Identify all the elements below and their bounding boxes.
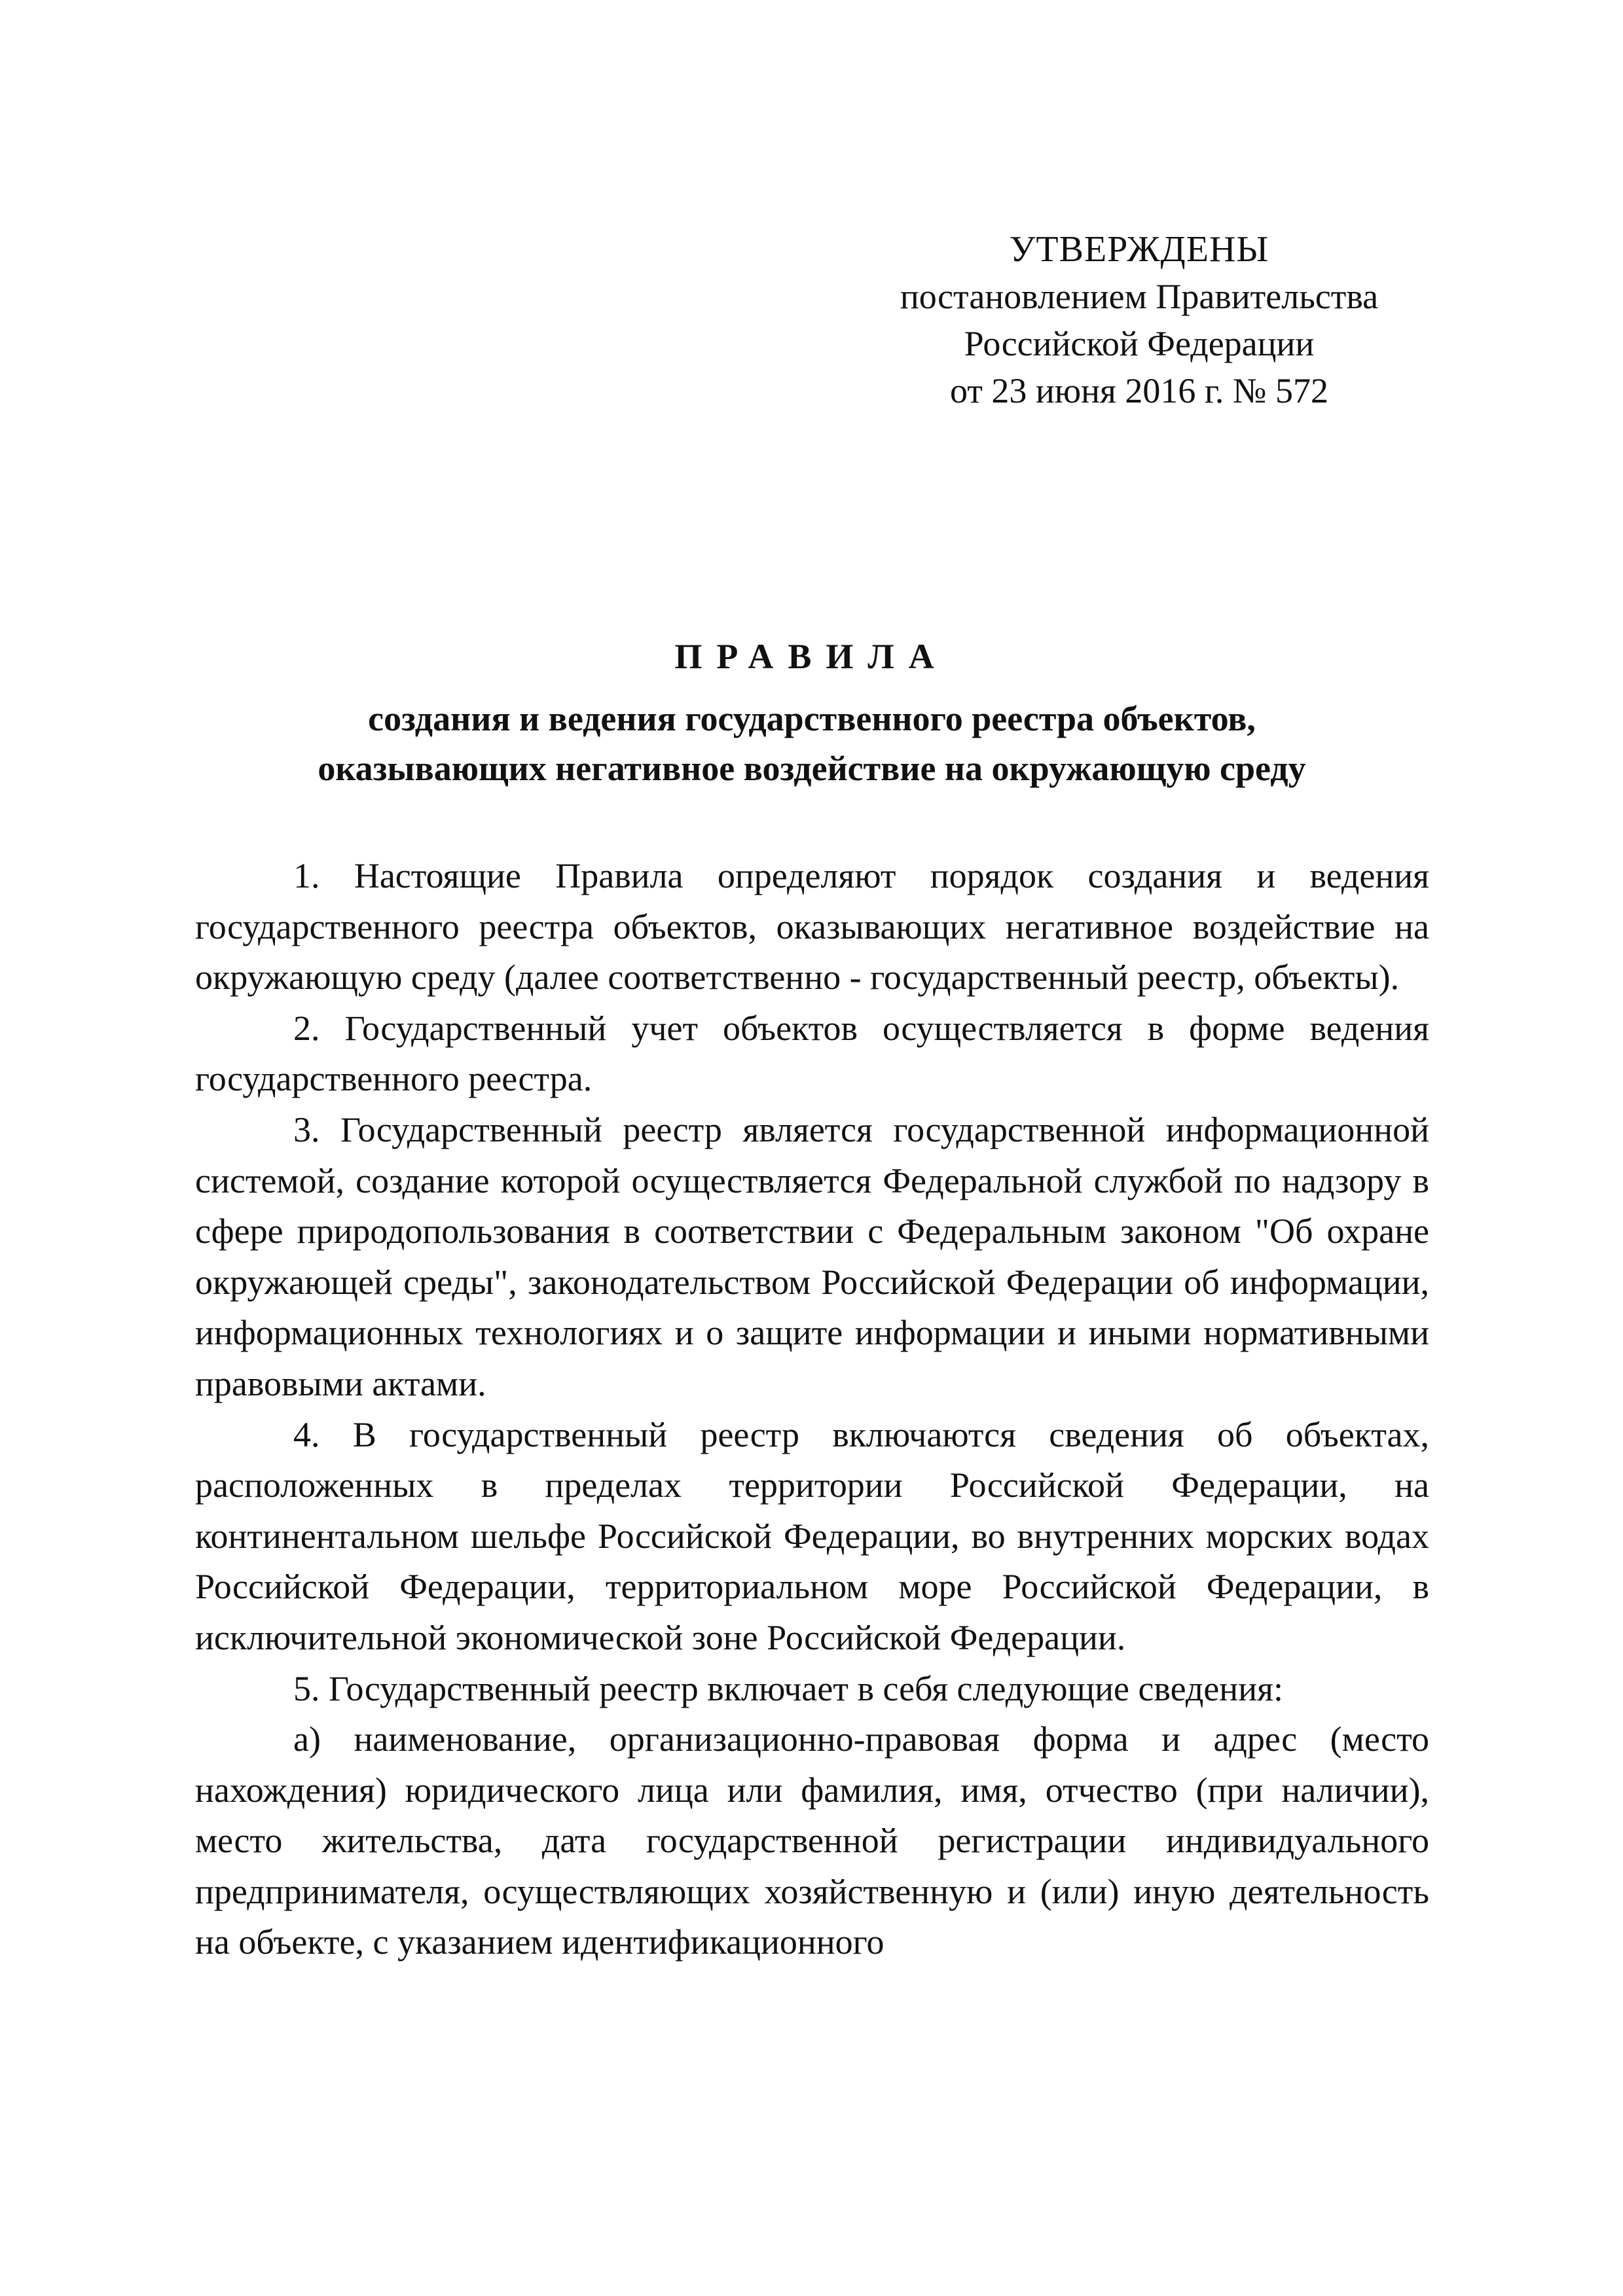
document-subtitle-line-2: оказывающих негативное воздействие на окружающую среду xyxy=(318,749,1306,788)
approval-date-number-line: от 23 июня 2016 г. № 572 xyxy=(950,371,1328,410)
approval-heading: УТВЕРЖДЕНЫ xyxy=(1009,229,1269,270)
paragraph-5a: а) наименование, организационно-правовая форма и адрес (место нахождения) юридического лица или фамилия, имя, отчество (при наличии), место жительства, дата государственной регистрации индивидуального предпринимателя, осуществляющих хозяйственную и (или) иную деятельность на объекте, с указанием идентификационного xyxy=(195,1719,1429,1962)
document-title: ПРАВИЛА xyxy=(674,637,949,676)
paragraph-3: 3. Государственный реестр является государственной информационной системой, создание которой осуществляется Федеральной службой по надзору в сфере природопользования в соответствии с Федеральным законом "Об охране окружающей среды", законодательством Российской Федерации об информации, информационных технологиях и о защите информации и иными нормативными правовыми актами. xyxy=(195,1109,1429,1403)
paragraph-5: 5. Государственный реестр включает в себя следующие сведения: xyxy=(293,1668,1283,1708)
paragraph-1: 1. Настоящие Правила определяют порядок создания и ведения государственного реестра объектов, оказывающих негативное воздействие на окружающую среду (далее соответственно - государственный реестр, объекты). xyxy=(195,856,1429,997)
approval-country-line: Российской Федерации xyxy=(964,324,1315,363)
paragraph-2: 2. Государственный учет объектов осуществляется в форме ведения государственного реестра. xyxy=(195,1008,1429,1099)
paragraph-4: 4. В государственный реестр включаются сведения об объектах, расположенных в пределах территории Российской Федерации, на континентальном шельфе Российской Федерации, во внутренних морских водах Российской Федерации, территориальном море Российской Федерации, в исключительной экономической зоне Российской Федерации. xyxy=(195,1414,1429,1657)
document-body xyxy=(195,851,1429,1968)
document-subtitle xyxy=(196,694,1427,793)
document-subtitle-line-1: создания и ведения государственного реестра объектов, xyxy=(368,699,1256,738)
approval-block xyxy=(845,226,1434,414)
approval-decree-line: постановлением Правительства xyxy=(900,277,1379,316)
